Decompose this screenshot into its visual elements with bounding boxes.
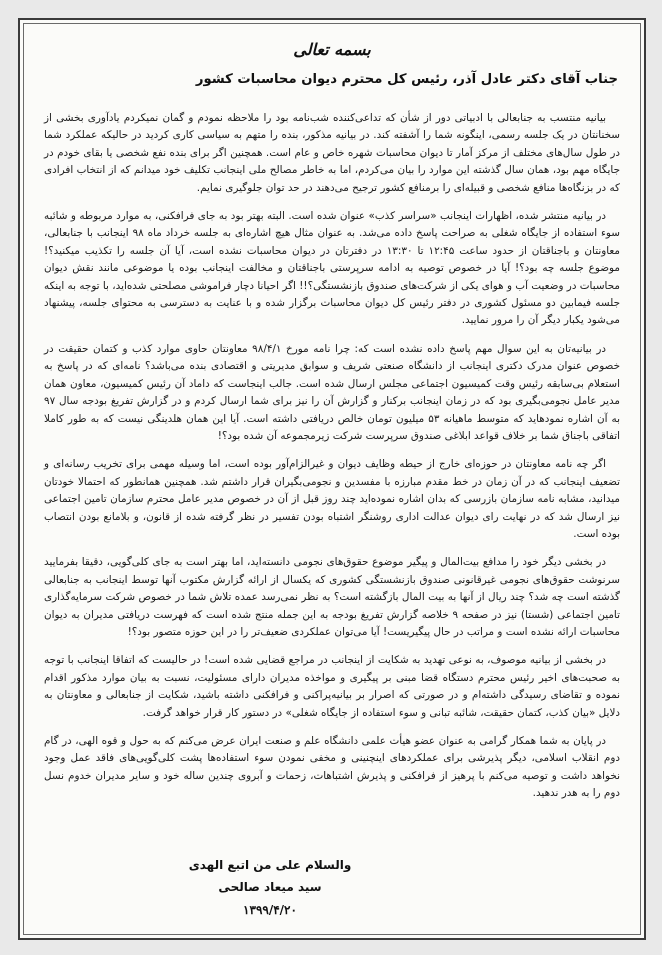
letter-date: ۱۳۹۹/۴/۲۰ [243,903,297,917]
signatory-name: سید میعاد صالحی [218,880,322,894]
paragraph-5: در بخشی دیگر خود را مدافع بیت‌المال و پیگیر موضوع حقوق‌های نجومی دانسته‌اید، اما بهتر است به جای کلی‌گویی، دقیقا بفرمایید سرنوشت حقوق‌های نجومی غیرقانونی صندوق بازنشستگی کشوری که یکسال از ارائه گزارش مکتوب آنها توسط اینجانب به جنابعالی گذشته است چه شد؟ چند ریال از آنها به بیت المال بازگشته است؟ به نظر نمی‌رسد عمده تلاش شما در خصوص شرکت سرمایه‌گذاری تامین اجتماعی (شستا) نیز در صفحه ۹ خلاصه گزارش تفریغ بودجه به این جمله منتج شده است که فهرست دریافتی مدیران به دیوان محاسبات ارائه نشده است و مراتب در حال پیگیریست! آیا می‌توان عملکردی ضعیف‌تر را در این حوزه متصور بود؟! [44,556,620,638]
bismillah-heading: بسمه تعالی [293,40,371,59]
paragraph-1: بیانیه منتسب به جنابعالی با ادبیاتی دور از شأن که تداعی‌کننده شب‌نامه بود را ملاحظه نمودم و گمان نمیکردم یادآوری بخشی از سخنانتان در یک جلسه رسمی، اینگونه شما را آشفته کند. در بیانیه مذکور، بنده را متهم به سیاسی کاری کردید در حالیکه عملکرد شما در طول سال‌های مختلف از مرکز آمار تا دیوان محاسبات شهره خاص و عام است. همچنین اگر برای بنده نفع شخصی یا بقای خودم در جایگاه مهم بود، همان سال گذشته این موارد را بیان می‌کردم، اما به خاطر مصالح ملی اینجانب تکلیف خود میدانم که از انتخاب افرادی که در بزنگاه‌ها منافع شخصی و قبیله‌ای را برمنافع کشور ترجیح می‌دهند در حد توان جلوگیری نمایم. [44,112,620,194]
addressee-line: جناب آقای دکتر عادل آذر، رئیس کل محترم دیوان محاسبات کشور [195,72,618,87]
closing-salutation: والسلام علی من اتبع الهدی [188,858,352,872]
paragraph-2: در بیانیه منتشر شده، اظهارات اینجانب «سراسر کذب» عنوان شده است. البته بهتر بود به جای فرافکنی، به موارد مربوطه و شائبه سوء استفاده از جایگاه شغلی به صراحت پاسخ داده می‌شد. به عنوان مثال هیچ اشاره‌ای به جلسه خرداد ماه ۹۸ اینجانب با جنابعالی، معاونتان و باجناقتان از حدود ساعت ۱۲:۴۵ تا ۱۳:۳۰ در دفترتان در دیوان محاسبات نشده است، آیا آن جلسه را تکذیب میکنید؟! موضوع جلسه چه بود؟! آیا در خصوص توصیه به ادامه سرپرستی باجناقتان و مخالفت اینجانب بوده یا موضوعی مانند نقش دیوان محاسبات در وضعیت آب و هوای یکی از شرکت‌های صندوق بازنشستگی؟!! اگر احیانا دچار فراموشی مصلحتی شده‌اید، با توجه به اینکه جلسه فیمابین دو مسئول کشوری در دفتر رئیس کل دیوان محاسبات برگزار شده و با عنایت به دسترسی به محتوای جلسه، پیشنهاد می‌شود یکبار دیگر آن را مرور نمایید. [44,210,620,327]
letter-page [18,18,646,940]
paragraph-6: در بخشی از بیانیه موصوف، به نوعی تهدید به شکایت از اینجانب در مراجع قضایی شده است! در حالیست که اتفاقا اینجانب با توجه به صحبت‌های اخیر رئیس محترم دستگاه قضا مبنی بر پیگیری و مواخذه مدیران دارای مسئولیت، نسبت به بیان موارد مذکور اقدام نموده و تقاضای رسیدگی داشته‌ام و در صورتی که اصرار بر بیانیه‌پراکنی و فرافکنی داشته باشید، شکایت از جنابعالی و معاونتان به دلایل «بیان کذب، کتمان حقیقت، شائبه تبانی و سوء استفاده از جایگاه شغلی» در دستور کار قرار خواهد گرفت. [44,654,620,719]
paragraph-7: در پایان به شما همکار گرامی به عنوان عضو هیأت علمی دانشگاه علم و صنعت ایران عرض می‌کنم که به حول و قوه الهی، در گام دوم انقلاب اسلامی، دیگر پذیرشی برای عملکردهای اینچنینی و مخفی نمودن سوء استفاده‌ها پشت کلی‌گویی‌های فاقد عمل وجود نخواهد داشت و توصیه می‌کنم با پرهیز از فرافکنی و پذیرش اشتباهات، زحمات و آبروی چندین ساله خود و سایر مدیران خدوم نسل دوم را به هدر ندهید. [44,735,620,800]
paragraph-3: در بیانیه‌تان به این سوال مهم پاسخ داده نشده است که: چرا نامه مورخ ۹۸/۴/۱ معاونتان حاوی موارد کذب و کتمان حقیقت در خصوص عنوان مدرک دکتری اینجانب از دانشگاه صنعتی شریف و سوابق مدیریتی و اقتصادی بنده می‌باشد؟ نامه‌ای که در پاسخ به استعلام بی‌سابقه رئیس وقت کمیسیون اجتماعی مجلس ارسال شده است. جالب اینجاست که داماد آن رئیس کمیسیون، معاون همان مدیر عامل نجومی‌بگیری بود که در زمان اینجانب برکنار و گزارش آن را نیز برای شما ارسال کردم و در گزارش تفریغ بودجه سال ۹۷ به آن اشاره نمودهاید که متوسط ماهیانه ۵۳ میلیون تومان خالص دریافتی داشته است. آیا این همان هلدینگی نیست که به طور کاملا اتفاقی باجناق شما بر خلاف قواعد ابلاغی صندوق سرپرست شرکت زیرمجموعه آن شده بود؟! [44,342,620,442]
paragraph-4: اگر چه نامه معاونتان در حوزه‌ای خارج از حیطه وظایف دیوان و غیرالزام‌آور بوده است، اما وسیله مهمی برای تخریب رسانه‌ای و تضعیف اینجانب که در آن زمان در خط مقدم مبارزه با مفسدین و نجومی‌بگیران قرار داشتم شد. همچنین همانطور که احتمالا خودتان میدانید، مشابه نامه سازمان بازرسی که بدان اشاره نموده‌اید چند روز قبل از آن در خصوص مدیر عامل محترم سازمان تامین اجتماعی نیز ارسال شد که در نهایت رای دیوان عدالت اداری روشنگر اشتباه بودن تفسیر در نظر گرفته شده از قانون، و بلامانع بودن انتصاب بوده است. [44,458,620,540]
letter-body [44,110,620,814]
